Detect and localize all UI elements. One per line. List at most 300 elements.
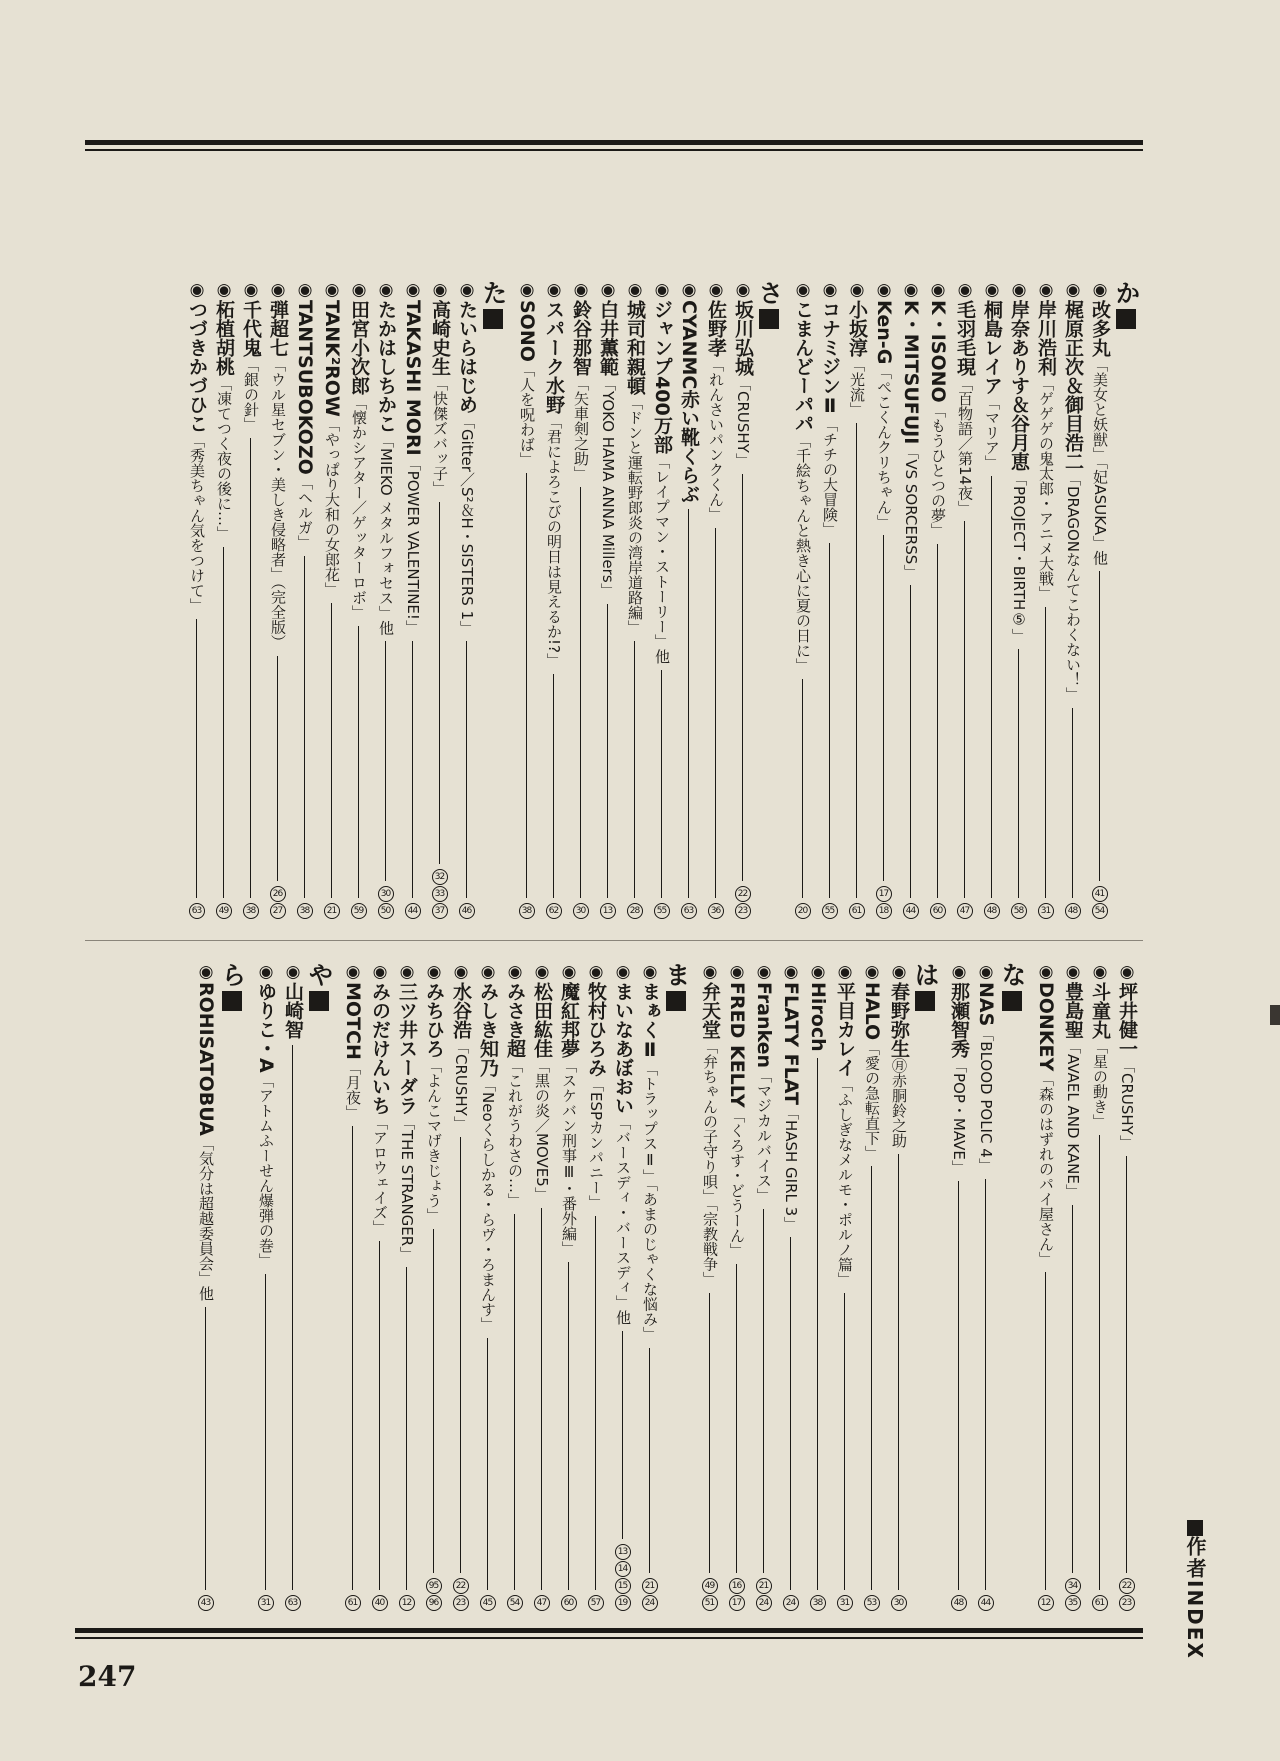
kana-section (945, 962, 1026, 1612)
author-name: 豊島聖 (1062, 982, 1084, 1039)
leader-line (379, 1241, 380, 1590)
page-refs (957, 902, 973, 920)
work-title: 「ぺこくんクリちゃん」 (875, 364, 893, 530)
kana-heading (999, 962, 1026, 1011)
page-number-circle: 22 (453, 1578, 469, 1594)
work-title: 「弁ちゃんの子守り唄」「宗教戦争」 (701, 1039, 719, 1287)
leader-line (709, 1293, 710, 1574)
entry-text (885, 962, 912, 1148)
index-entry (885, 962, 912, 1612)
index-title (1181, 1520, 1210, 1660)
index-entry (978, 280, 1005, 920)
bullet-icon: ◉ (598, 280, 618, 300)
top-rule-thin (85, 149, 1143, 151)
work-title: 「黒の炎／MOVE5」 (533, 1058, 551, 1202)
page-number-circle: 48 (984, 903, 1000, 919)
page-refs (285, 1594, 301, 1612)
author-name: 鈴谷那智 (570, 300, 592, 376)
bullet-icon: ◉ (256, 962, 276, 982)
leader-line (1099, 571, 1100, 881)
author-name: こまんどーパパ (792, 300, 814, 433)
author-name: Ken-G (873, 300, 895, 365)
index-entry (420, 962, 447, 1612)
index-entry (393, 962, 420, 1612)
bullet-icon: ◉ (517, 280, 537, 300)
author-name: 坪井健一 (1116, 982, 1138, 1058)
page-refs (810, 1594, 826, 1612)
page-number-circle: 37 (432, 903, 448, 919)
page-refs (519, 902, 535, 920)
page-number-circle: 31 (1038, 903, 1054, 919)
bullet-icon: ◉ (586, 962, 606, 982)
kana-heading-text: は (911, 962, 940, 988)
work-title: 「CRUSHY」 (734, 376, 752, 468)
author-name: 岸奈ありす＆谷月恵 (1008, 300, 1030, 471)
page-refs (546, 902, 562, 920)
kana-section (1032, 962, 1140, 1612)
page-refs (432, 868, 448, 920)
work-title: 「懐かシアター／ゲッターロボ」 (350, 395, 368, 620)
page-refs (561, 1594, 577, 1612)
index-entry (474, 962, 501, 1612)
bullet-icon: ◉ (1063, 280, 1083, 300)
page-number-circle: 20 (795, 903, 811, 919)
entry-text (675, 280, 702, 503)
page-refs (1065, 902, 1081, 920)
page-number-circle: 45 (480, 1595, 496, 1611)
leader-line (634, 641, 635, 898)
bullet-icon: ◉ (1036, 280, 1056, 300)
work-title: 「POP・MAVE」 (950, 1058, 968, 1175)
page-number-circle: 28 (627, 903, 643, 919)
index-entry (1086, 962, 1113, 1612)
entry-text (582, 962, 609, 1210)
bullet-icon: ◉ (322, 280, 342, 300)
page-number-circle: 23 (735, 903, 751, 919)
leader-line (742, 474, 743, 881)
page-number-circle: 96 (426, 1595, 442, 1611)
page-number-circle: 60 (930, 903, 946, 919)
leader-line (1072, 708, 1073, 898)
work-title: 「秀美ちゃん気をつけて」 (188, 433, 206, 613)
entry-text (978, 280, 1005, 470)
entry-text (540, 280, 567, 668)
leader-line (541, 1208, 542, 1590)
page-number-circle: 49 (702, 1578, 718, 1594)
leader-line (622, 1331, 623, 1539)
page-refs (270, 885, 286, 920)
work-title: 「AVAEL AND KANE」 (1064, 1039, 1082, 1199)
heading-square-icon (1002, 991, 1022, 1011)
entry-text (804, 962, 831, 1052)
page-refs (729, 1577, 745, 1612)
page-number-circle: 95 (426, 1578, 442, 1594)
bullet-icon: ◉ (196, 962, 216, 982)
work-title: 「バースディ・バースディ」他 (614, 1115, 632, 1325)
index-entry (750, 962, 777, 1612)
entry-text (453, 280, 480, 635)
work-title: 「スケバン刑事Ⅲ・番外編」 (560, 1058, 578, 1256)
leader-line (358, 626, 359, 898)
entry-text (1032, 962, 1059, 1266)
entry-text (1032, 280, 1059, 601)
bullet-icon: ◉ (349, 280, 369, 300)
author-name: みのだけんいち (369, 982, 391, 1115)
page-number-circle: 55 (822, 903, 838, 919)
index-entry (555, 962, 582, 1612)
author-name: FLATY FLAT (780, 982, 802, 1105)
index-entry (924, 280, 951, 920)
bullet-icon: ◉ (544, 280, 564, 300)
work-title: 「VS SORCERSS」 (902, 444, 920, 580)
entry-text (945, 962, 972, 1175)
page-refs (198, 1594, 214, 1612)
bullet-icon: ◉ (652, 280, 672, 300)
index-entry (318, 280, 345, 920)
bullet-icon: ◉ (187, 280, 207, 300)
author-name: つづきかづひこ (186, 300, 208, 433)
work-title: 「もうひとつの夢」 (929, 402, 947, 538)
index-entry (264, 280, 291, 920)
work-title: 「君によろこびの明日は見えるか!?」 (545, 414, 563, 668)
bullet-icon: ◉ (835, 962, 855, 982)
leader-line (553, 674, 554, 898)
author-name: 坂川弘城 (732, 300, 754, 376)
page-refs (951, 1594, 967, 1612)
bullet-icon: ◉ (1063, 962, 1083, 982)
kana-heading-text: ま (662, 962, 691, 988)
work-title: 「チチの大冒険」 (821, 417, 839, 537)
author-name: K・MITSUFUJI (900, 300, 922, 445)
page-refs (405, 902, 421, 920)
bullet-icon: ◉ (808, 962, 828, 982)
index-entry (816, 280, 843, 920)
author-name: 魔紅邦夢 (558, 982, 580, 1058)
index-entry (777, 962, 804, 1612)
work-title: 「HASH GIRL 3」 (782, 1104, 800, 1232)
kana-heading (219, 962, 246, 1011)
leader-line (385, 641, 386, 881)
leader-line (1099, 1135, 1100, 1590)
page-refs (1038, 902, 1054, 920)
index-lower-block (80, 962, 1140, 1612)
entry-text (1059, 962, 1086, 1199)
bullet-icon: ◉ (820, 280, 840, 300)
index-entry (843, 280, 870, 920)
bullet-icon: ◉ (283, 962, 303, 982)
kana-heading (756, 280, 783, 329)
page-refs (216, 902, 232, 920)
index-entry (945, 962, 972, 1612)
kana-heading-text: や (305, 962, 334, 988)
page-refs (795, 902, 811, 920)
page-number-circle: 61 (345, 1595, 361, 1611)
entry-text (567, 280, 594, 481)
author-name: 松田紘佳 (531, 982, 553, 1058)
work-title: 「マジカルバイス」 (755, 1068, 773, 1204)
index-entry (339, 962, 366, 1612)
kana-heading-text: か (1112, 280, 1141, 306)
entry-text (372, 280, 399, 635)
page-number-circle: 35 (1065, 1595, 1081, 1611)
page-number-circle: 24 (756, 1595, 772, 1611)
page-number-circle: 38 (297, 903, 313, 919)
entry-text (528, 962, 555, 1202)
index-entry (675, 280, 702, 920)
author-name: 桐島レイア (981, 300, 1003, 395)
page-number: 247 (78, 1660, 137, 1693)
page-refs (756, 1577, 772, 1612)
leader-line (1126, 1156, 1127, 1573)
page-refs (1092, 1594, 1108, 1612)
index-entry (594, 280, 621, 920)
author-name: TAKASHI MORI (402, 300, 424, 456)
index-entry (237, 280, 264, 920)
author-name: 那瀬智秀 (948, 982, 970, 1058)
page-refs (324, 902, 340, 920)
bullet-icon: ◉ (613, 962, 633, 982)
bullet-icon: ◉ (1009, 280, 1029, 300)
bullet-icon: ◉ (754, 962, 774, 982)
leader-line (406, 1267, 407, 1590)
leader-line (910, 585, 911, 898)
page-refs (573, 902, 589, 920)
page-number-circle: 60 (561, 1595, 577, 1611)
bullet-icon: ◉ (376, 280, 396, 300)
bullet-icon: ◉ (424, 962, 444, 982)
index-entry (858, 962, 885, 1612)
page-refs (864, 1594, 880, 1612)
leader-line (844, 1293, 845, 1590)
page-number-circle: 21 (324, 903, 340, 919)
entry-text (399, 280, 426, 635)
work-title: 「ヘルガ」 (296, 474, 314, 550)
page-number-circle: 58 (1011, 903, 1027, 919)
index-entry (897, 280, 924, 920)
bottom-rule-thin (75, 1637, 1143, 1639)
bullet-icon: ◉ (559, 962, 579, 982)
leader-line (715, 528, 716, 898)
leader-line (802, 679, 803, 898)
leader-line (817, 1058, 818, 1590)
author-name: HALO (861, 982, 883, 1041)
index-entry (183, 280, 210, 920)
page-refs (1065, 1577, 1081, 1612)
leader-line (736, 1264, 737, 1573)
page-number-circle: 38 (810, 1595, 826, 1611)
author-name: Franken (753, 982, 775, 1069)
author-name: 柘植胡桃 (213, 300, 235, 376)
author-name: TANTSUBOKOZO (294, 300, 316, 475)
entry-text (858, 962, 885, 1160)
bullet-icon: ◉ (706, 280, 726, 300)
page-refs (345, 1594, 361, 1612)
author-name: SONO (516, 300, 538, 362)
page-refs (297, 902, 313, 920)
page-refs (822, 902, 838, 920)
leader-line (829, 543, 830, 898)
page-number-circle: 14 (615, 1561, 631, 1577)
entry-text (513, 280, 540, 467)
index-entry (831, 962, 858, 1612)
bullet-icon: ◉ (451, 962, 471, 982)
page-refs (480, 1594, 496, 1612)
author-name: 平目カレイ (834, 982, 856, 1077)
author-name: 春野弥生 (888, 982, 910, 1058)
entry-text (426, 280, 453, 496)
bullet-icon: ◉ (478, 962, 498, 982)
top-rule (85, 140, 1143, 145)
page-refs (351, 902, 367, 920)
author-name: 斗童丸 (1089, 982, 1111, 1039)
heading-square-icon (309, 991, 329, 1011)
work-title: 「レイプマン・ストーリー」他 (653, 453, 671, 664)
author-name: 梶原正次＆御目浩二 (1062, 300, 1084, 471)
work-title: 「ドンと運転野郎炎の湾岸道路編」 (626, 395, 644, 635)
work-title: 「月夜」 (344, 1059, 362, 1120)
work-title: 「トラップスⅡ」「あまのじゃくな悩み」 (641, 1061, 659, 1342)
author-name: みちひろ (423, 982, 445, 1058)
author-name: コナミジンⅡ (819, 300, 841, 417)
page-number-circle: 61 (1092, 1595, 1108, 1611)
page-number-circle: 34 (1065, 1578, 1081, 1594)
leader-line (526, 473, 527, 898)
leader-line (985, 1179, 986, 1590)
author-name: まいなあぼおい (612, 982, 634, 1115)
page-number-circle: 33 (432, 886, 448, 902)
page-number-circle: 24 (642, 1595, 658, 1611)
author-name: みしき知乃 (477, 982, 499, 1077)
leader-line (304, 556, 305, 898)
leader-line (1072, 1205, 1073, 1573)
index-entry (582, 962, 609, 1612)
bullet-icon: ◉ (532, 962, 552, 982)
page-refs (930, 902, 946, 920)
index-entry (1086, 280, 1113, 920)
entry-text (393, 962, 420, 1261)
kana-heading-text: ら (218, 962, 247, 988)
index-title-text: 作者INDEX (1183, 1536, 1207, 1660)
page-number-circle: 40 (372, 1595, 388, 1611)
author-name: 改多丸 (1089, 300, 1111, 357)
entry-text (648, 280, 675, 664)
author-name: まぁくⅡ (639, 982, 661, 1061)
author-name: FRED KELLY (726, 982, 748, 1108)
page-refs (378, 885, 394, 920)
bullet-icon: ◉ (241, 280, 261, 300)
page-number-circle: 63 (189, 903, 205, 919)
index-entry (1113, 962, 1140, 1612)
leader-line (595, 1216, 596, 1590)
author-name: 弾超七 (267, 300, 289, 357)
heading-square-icon (915, 991, 935, 1011)
entry-text (318, 280, 345, 597)
page-number-circle: 44 (903, 903, 919, 919)
entry-text (831, 962, 858, 1287)
kana-section (696, 962, 939, 1612)
heading-square-icon (666, 991, 686, 1011)
leader-line (223, 547, 224, 898)
page-number-circle: 57 (588, 1595, 604, 1611)
leader-line (991, 476, 992, 898)
work-title: 「MIEKO メタルフォセス」他 (377, 433, 395, 636)
entry-text (1086, 962, 1113, 1129)
index-entry (609, 962, 636, 1612)
page-number-circle: 30 (891, 1595, 907, 1611)
bullet-icon: ◉ (625, 280, 645, 300)
author-name: ROHISATOBUA (195, 982, 217, 1136)
work-title: 「美女と妖獣」「妃ASUKA」他 (1091, 357, 1109, 566)
entry-text (636, 962, 663, 1342)
work-title: 「光流」 (848, 357, 866, 417)
work-title: 「愛の急転直下」 (863, 1040, 881, 1161)
page-number-circle: 30 (378, 886, 394, 902)
page-number-circle: 53 (864, 1595, 880, 1611)
entry-text (750, 962, 777, 1203)
work-title: 「CRUSHY」 (1118, 1058, 1136, 1150)
page-number-circle: 17 (729, 1595, 745, 1611)
author-name: TANK²ROW (321, 300, 343, 417)
leader-line (898, 1154, 899, 1590)
index-entry (372, 280, 399, 920)
work-title: 「千絵ちゃんと熱き心に夏の日に」 (794, 433, 812, 673)
leader-line (205, 1307, 206, 1590)
leader-line (466, 641, 467, 898)
bullet-icon: ◉ (955, 280, 975, 300)
bullet-icon: ◉ (700, 962, 720, 982)
index-entry (279, 962, 306, 1612)
author-name: 小坂淳 (846, 300, 868, 357)
bullet-icon: ◉ (874, 280, 894, 300)
page-number-circle: 19 (615, 1595, 631, 1611)
index-upper-block (80, 280, 1140, 920)
page-refs (588, 1594, 604, 1612)
index-entry (447, 962, 474, 1612)
leader-line (790, 1237, 791, 1590)
bullet-icon: ◉ (1036, 962, 1056, 982)
bullet-icon: ◉ (343, 962, 363, 982)
page-number-circle: 31 (258, 1595, 274, 1611)
kana-heading (912, 962, 939, 1011)
page-refs (891, 1594, 907, 1612)
bullet-icon: ◉ (295, 280, 315, 300)
work-title: 「Neoくらしかる・らヴ・ろまんす」 (479, 1077, 497, 1332)
page-refs (849, 902, 865, 920)
entry-text (1005, 280, 1032, 643)
kana-section (339, 962, 690, 1612)
work-title: 「やっぱり大和の女郎花」 (323, 416, 341, 597)
page-number-circle: 13 (615, 1544, 631, 1560)
page-refs (735, 885, 751, 920)
index-entry (513, 280, 540, 920)
page-refs (189, 902, 205, 920)
bullet-icon: ◉ (1090, 962, 1110, 982)
leader-line (460, 1137, 461, 1573)
bullet-icon: ◉ (949, 962, 969, 982)
leader-line (871, 1166, 872, 1590)
kana-heading (480, 280, 507, 329)
index-entry (648, 280, 675, 920)
author-name: 水谷浩 (450, 982, 472, 1039)
author-name: 牧村ひろみ (585, 982, 607, 1077)
page-refs (600, 902, 616, 920)
author-name: 三ツ井スーダラ (396, 982, 418, 1115)
work-title: 「よんこマげきじょう」 (425, 1058, 443, 1223)
author-name: Hiroch (807, 982, 829, 1052)
index-entry (426, 280, 453, 920)
index-entry (723, 962, 750, 1612)
page-refs (654, 902, 670, 920)
